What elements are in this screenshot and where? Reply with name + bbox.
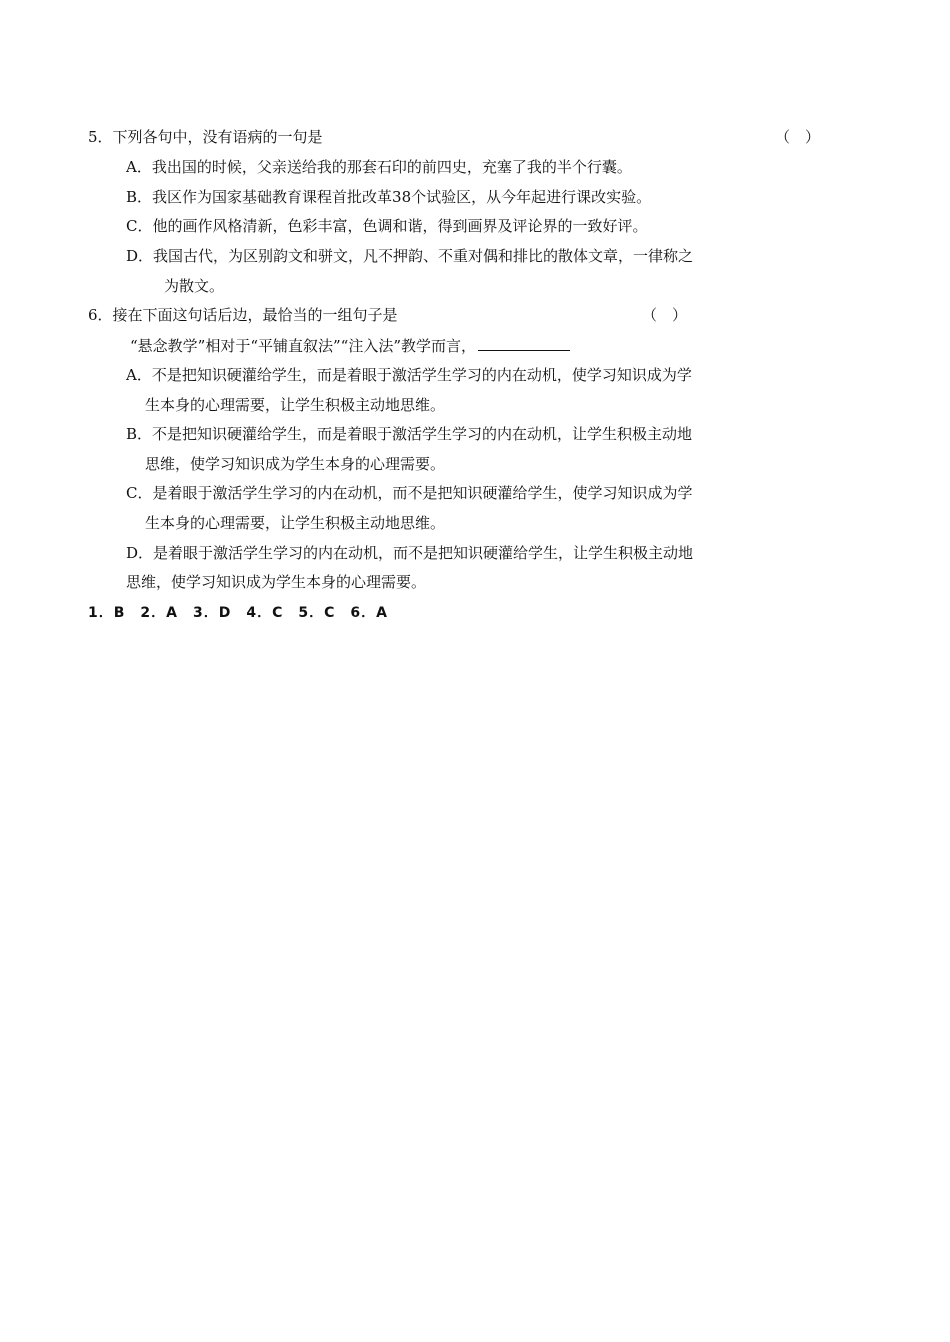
question-6-option-a: A．不是把知识硬灌给学生，而是着眼于激活学生学习的内在动机，使学习知识成为学: [126, 366, 692, 384]
question-5-option-c: C．他的画作风格清新，色彩丰富，色调和谐，得到画界及评论界的一致好评。: [126, 217, 648, 235]
question-6-stem: 6．接在下面这句话后边，最恰当的一组句子是: [88, 306, 398, 324]
answer-key: 1．B 2．A 3．D 4．C 5．C 6．A: [88, 605, 388, 621]
question-6-option-d: D．是着眼于激活学生学习的内在动机，而不是把知识硬灌给学生，让学生积极主动地: [126, 544, 694, 562]
question-6-option-c-continued: 生本身的心理需要，让学生积极主动地思维。: [145, 514, 446, 532]
fill-in-blank: [478, 336, 570, 351]
question-5-option-d-continued: 为散文。: [164, 277, 225, 295]
question-5-option-b: B．我区作为国家基础教育课程首批改革38个试验区，从今年起进行课改实验。: [126, 188, 652, 206]
question-6-option-d-continued: 思维，使学习知识成为学生本身的心理需要。: [126, 573, 427, 591]
question-5-option-d: D．我国古代，为区别韵文和骈文，凡不押韵、不重对偶和排比的散体文章，一律称之: [126, 247, 694, 265]
question-5-option-a: A．我出国的时候，父亲送给我的那套石印的前四史，充塞了我的半个行囊。: [126, 158, 632, 176]
question-6-option-b: B．不是把知识硬灌给学生，而是着眼于激活学生学习的内在动机，让学生积极主动地: [126, 425, 693, 443]
question-6-prompt: [130, 336, 570, 356]
question-5-stem: 5．下列各句中，没有语病的一句是: [88, 128, 323, 146]
question-6-option-a-continued: 生本身的心理需要，让学生积极主动地思维。: [145, 396, 446, 414]
question-6-answer-parens: （ ）: [642, 306, 688, 324]
question-6-option-c: C．是着眼于激活学生学习的内在动机，而不是把知识硬灌给学生，使学习知识成为学: [126, 484, 693, 502]
question-6-prompt-text: “悬念教学”相对于“平铺直叙法”“注入法”教学而言，: [130, 337, 477, 355]
question-5-answer-parens: （ ）: [775, 128, 821, 146]
question-6-option-b-continued: 思维，使学习知识成为学生本身的心理需要。: [145, 455, 446, 473]
